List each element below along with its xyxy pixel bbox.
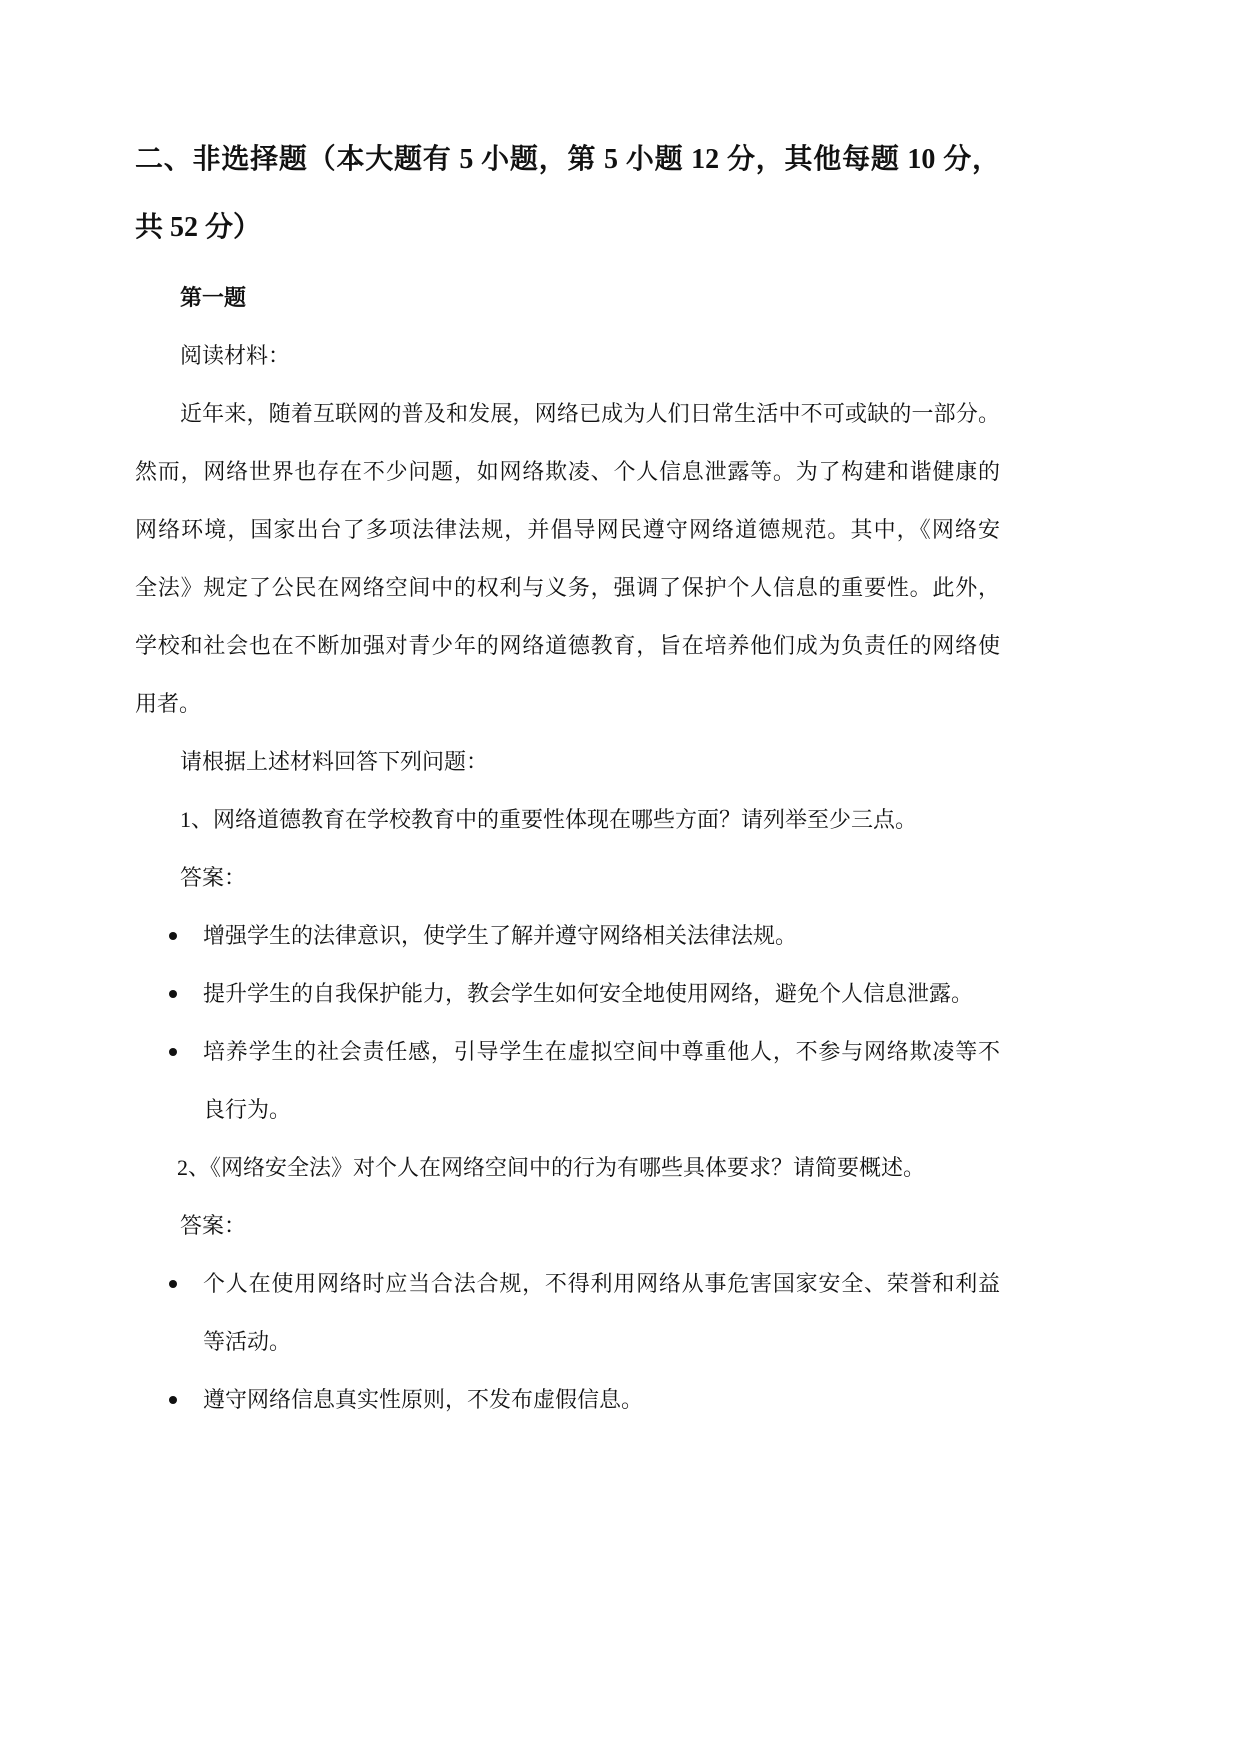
- section-heading-line: 共 52 分）: [135, 212, 262, 243]
- answer-label: 答案：: [180, 1213, 247, 1238]
- question-title: 第一题: [180, 285, 247, 310]
- material-line: 学校和社会也在不断加强对青少年的网络道德教育，旨在培养他们成为负责任的网络使: [135, 633, 1000, 658]
- bullet-marker: [169, 1048, 177, 1056]
- answer-list-item: [0, 965, 1241, 1023]
- material-line: 然而，网络世界也存在不少问题，如网络欺凌、个人信息泄露等。为了构建和谐健康的: [135, 459, 1000, 484]
- question-prompt: 2、《网络安全法》对个人在网络空间中的行为有哪些具体要求？请简要概述。: [177, 1155, 926, 1180]
- material-line: 网络环境，国家出台了多项法律法规，并倡导网民遵守网络道德规范。其中，《网络安: [135, 517, 1000, 542]
- answer-text: 提升学生的自我保护能力，教会学生如何安全地使用网络，避免个人信息泄露。: [203, 981, 974, 1006]
- bullet-marker: [169, 932, 177, 940]
- answer-list-item: [0, 907, 1241, 965]
- answer-list-item: [0, 1371, 1241, 1429]
- bullet-marker: [169, 1396, 177, 1404]
- section-heading: [135, 126, 1000, 262]
- answer-text: 等活动。: [203, 1329, 292, 1354]
- answer-text: 个人在使用网络时应当合法合规，不得利用网络从事危害国家安全、荣誉和利益: [203, 1271, 1000, 1296]
- question-prompt: 1、网络道德教育在学校教育中的重要性体现在哪些方面？请列举至少三点。: [180, 807, 918, 832]
- answer-label: 答案：: [180, 865, 247, 890]
- material-line: 全法》规定了公民在网络空间中的权利与义务，强调了保护个人信息的重要性。此外，: [135, 575, 1000, 600]
- material-line: 用者。: [135, 691, 202, 716]
- answer-text: 良行为。: [203, 1097, 292, 1122]
- answer-text-continuation: [0, 1313, 1241, 1371]
- instruction-text: 请根据上述材料回答下列问题：: [180, 749, 489, 774]
- bullet-marker: [169, 990, 177, 998]
- material-label: 阅读材料：: [180, 343, 291, 368]
- section-heading-line: 二、非选择题（本大题有 5 小题，第 5 小题 12 分，其他每题 10 分，: [135, 144, 1000, 175]
- answer-text: 遵守网络信息真实性原则，不发布虚假信息。: [203, 1387, 644, 1412]
- answer-list-item: [0, 1255, 1241, 1313]
- answer-text-continuation: [0, 1081, 1241, 1139]
- answer-text: 增强学生的法律意识，使学生了解并遵守网络相关法律法规。: [203, 923, 798, 948]
- question-body: [0, 269, 1241, 1429]
- bullet-marker: [169, 1280, 177, 1288]
- answer-text: 培养学生的社会责任感，引导学生在虚拟空间中尊重他人，不参与网络欺凌等不: [203, 1039, 1000, 1064]
- answer-list-item: [0, 1023, 1241, 1081]
- reading-material: [0, 385, 1241, 733]
- material-line: 近年来，随着互联网的普及和发展，网络已成为人们日常生活中不可或缺的一部分。: [180, 401, 1000, 426]
